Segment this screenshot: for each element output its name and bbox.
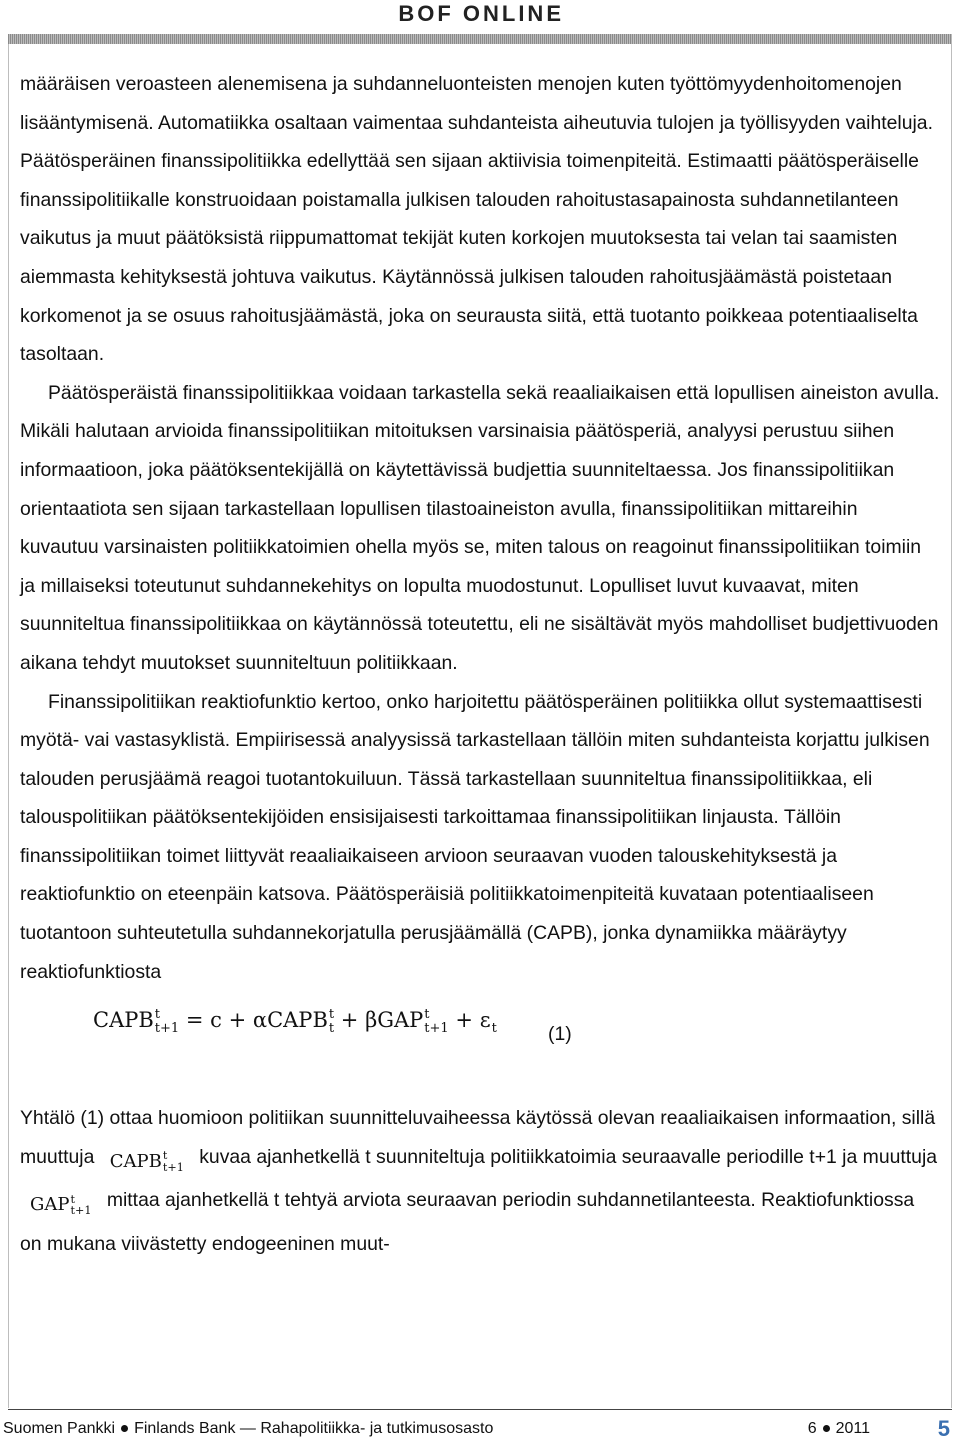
equation-block xyxy=(20,991,941,1099)
bullet-icon xyxy=(121,1425,128,1432)
page-number: 5 xyxy=(937,1416,950,1441)
department-name: Rahapolitiikka- ja tutkimusosasto xyxy=(260,1420,494,1437)
issue-number: 6 xyxy=(807,1420,817,1437)
issue-year: 2011 xyxy=(835,1420,870,1437)
footer-rule xyxy=(8,1409,952,1410)
paragraph-2: Päätösperäistä finanssipolitiikkaa voidaan tarkastella sekä reaaliaikaisen että lopullisen aineiston avulla. Mikäli halutaan arvioida finanssipolitiikan mitoituksen varsinaisia päätösperiä, analyysi perustuu siihen informaatioon, joka päätöksentekijällä on käytettävissä budjettia suunniteltaessa. Jos finanssipolitiikan orientaatiota sen sijaan tarkastellaan lopullisen tilastoaineiston avulla, finanssipolitiikan mittareihin kuvautuu varsinaisten politiikkatoimien ohella myös se, miten talous on reagoinut finanssipolitiikan toimiin ja millaiseksi toteutunut suhdannekehitys on lopulta muodostunut. Lopulliset luvut kuvaavat, miten suunniteltua finanssipolitiikkaa on käytännössä toteutettu, eli ne sisältävät myös mahdolliset budjettivuoden aikana tehdyt muutokset suunniteltuun politiikkaan. xyxy=(20,381,940,674)
page-footer xyxy=(3,1414,952,1444)
page-header-title: BOF ONLINE xyxy=(398,1,564,26)
reaction-function-equation: CAPB t t+1 = c + αCAPB t t + βGAP t t+1 + ε t xyxy=(93,1007,497,1036)
paragraph-3: Finanssipolitiikan reaktiofunktio kertoo, onko harjoitettu päätösperäinen politiikka ollut systemaattisesti myötä- vai vastasyklistä. Empiirisessä analyysissä tarkastellaan tällöin miten suhdanteista korjattu julkisen talouden perusjäämä reagoi tuotantokuiluun. Tässä tarkastellaan suunniteltua finanssipolitiikkaa, eli talouspolitiikan päätöksentekijöiden ensisijaisesti tarkoittamaa finanssipolitiikan linjausta. Tällöin finanssipolitiikan toimet liittyvät reaaliaikaiseen arvioon seuraavan vuoden talouskehityksestä ja reaktiofunktio on eteenpäin katsova. Päätösperäisiä politiikkatoimenpiteitä kuvataan potentiaaliseen tuotantoon suhteutetulla suhdannekorjatulla perusjäämällä (CAPB), jonka dynamiikka määräytyy reaktiofunktiosta xyxy=(20,690,930,983)
gap-variable: GAP t t+1 xyxy=(30,1192,92,1218)
equation-number: (1) xyxy=(548,1023,572,1046)
paragraph-4: Yhtälö (1) ottaa huomioon politiikan suunnitteluvaiheessa käytössä olevan reaaliaikaisen informaation, sillä muuttuja CAPB t t+1 kuvaa ajanhetkellä t suunniteltuja politiikkatoimia seuraavalle periodille t+1 ja muuttuja GAP t t+1 mittaa ajanhetkellä t tehtyä arviota seuraavan periodin suhdannetilanteesta. Reaktiofunktiossa on mukana viivästetty endogeeninen muut- xyxy=(20,1107,938,1256)
capb-variable: CAPB t t+1 xyxy=(109,1149,184,1174)
publisher-fi: Suomen Pankki xyxy=(3,1420,116,1437)
paragraph-1: määräisen veroasteen alenemisena ja suhdanneluonteisten menojen kuten työttömyydenhoitomenojen lisääntymisenä. Automatiikka osaltaan vaimentaa suhdanteista aiheutuvia tulojen ja työllisyyden vaihteluja. Päätösperäinen finanssipolitiikka edellyttää sen sijaan aktiivisia toimenpiteitä. Estimaatti päätösperäiselle finanssipolitiikalle konstruoidaan poistamalla julkisen talouden rahoitustasapainosta suhdannetilanteen vaikutus ja muut päätöksistä riippumattomat tekijät kuten korkojen muutoksesta tai velan tai saamisten aiemmasta kehityksestä johtuva vaikutus. Käytännössä julkisen talouden rahoitusjäämästä poistetaan korkomenot ja se osuus rahoitusjäämästä, joka on seurausta siitä, että tuotanto poikkeaa potentiaaliselta tasoltaan. xyxy=(20,73,933,366)
header-rule xyxy=(8,34,952,44)
footer-publisher: Suomen Pankki Finlands Bank — Rahapolitiikka- ja tutkimusosasto xyxy=(3,1420,494,1437)
article-body xyxy=(20,65,941,1264)
publisher-sv: Finlands Bank xyxy=(134,1420,236,1437)
bullet-icon xyxy=(823,1425,830,1432)
footer-issue xyxy=(808,1414,870,1444)
